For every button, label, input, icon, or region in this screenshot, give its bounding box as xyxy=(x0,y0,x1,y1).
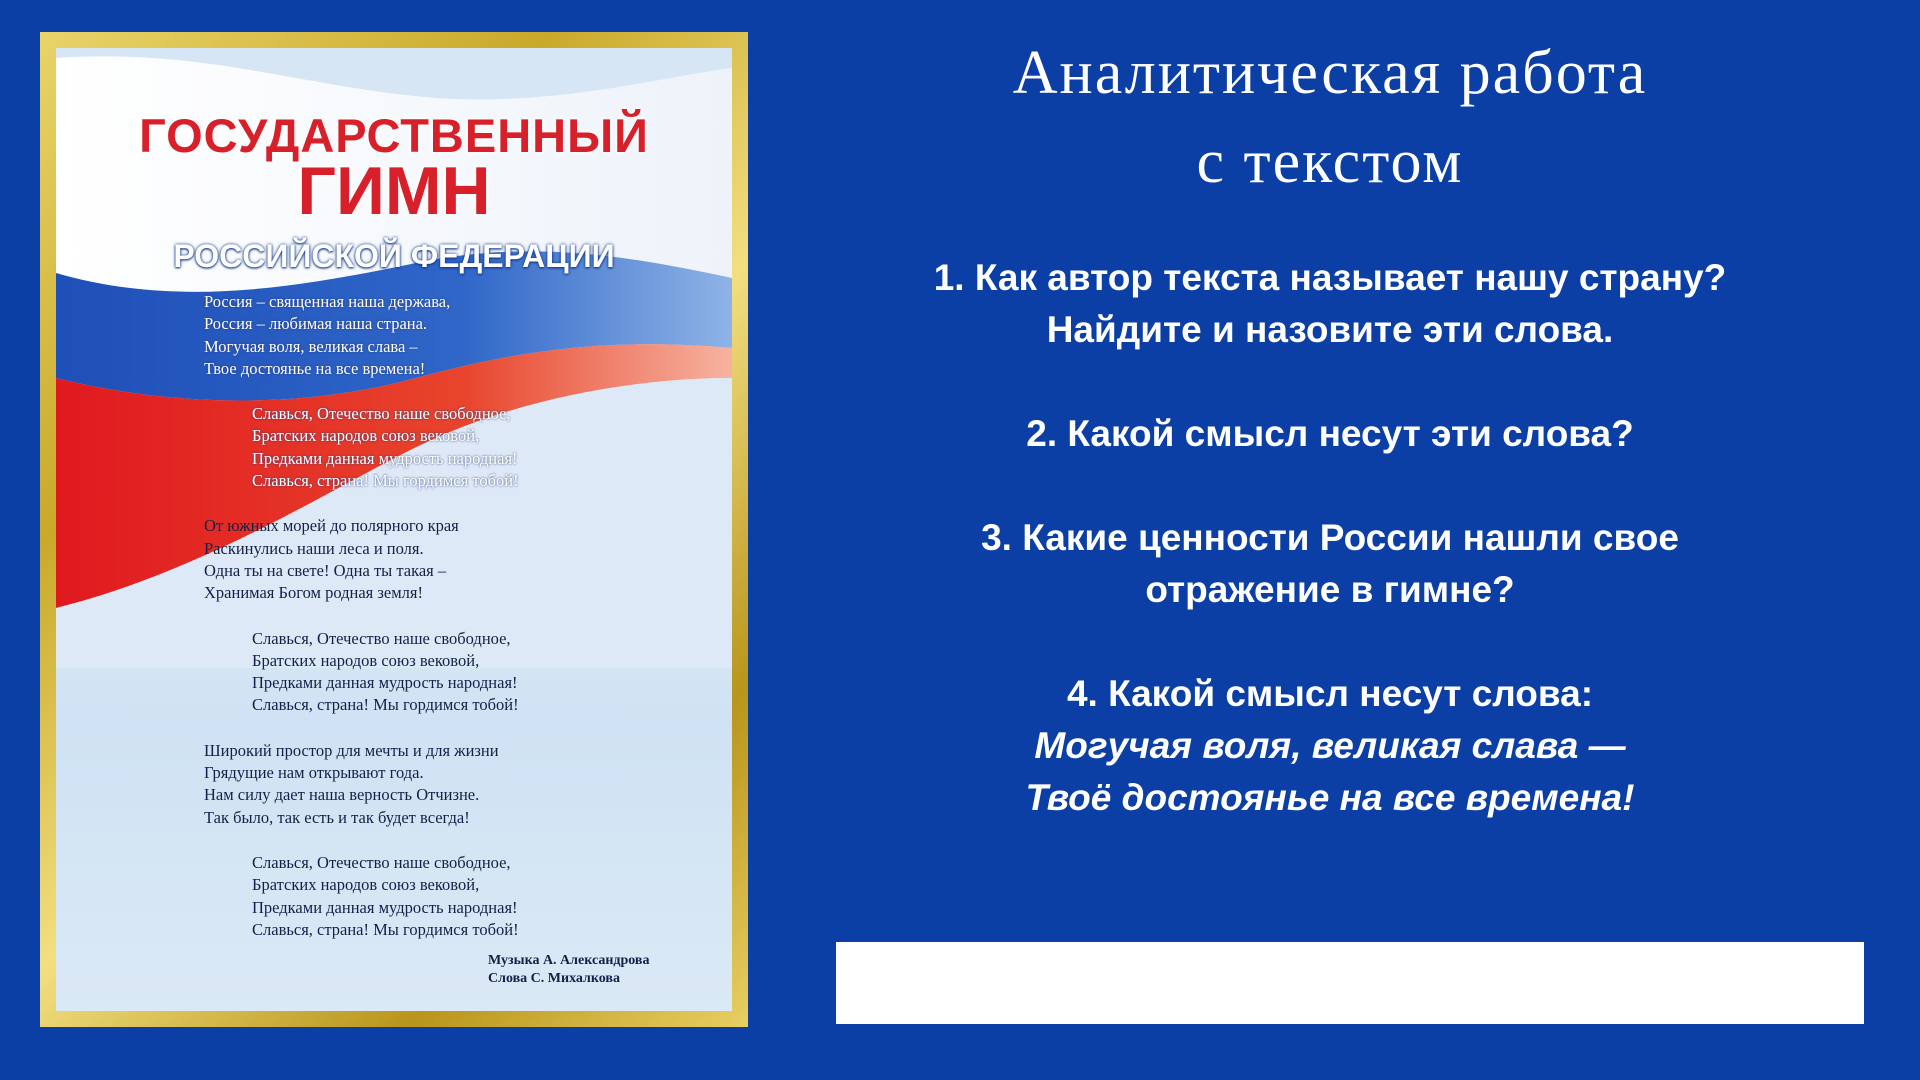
lyric-line: Братских народов союз вековой, xyxy=(252,875,480,895)
lyric-line: Россия – любимая наша страна. xyxy=(204,314,428,334)
question-1-line2: Найдите и назовите эти слова. xyxy=(1046,309,1614,350)
verse-1 xyxy=(204,291,704,380)
question-2-text: 2. Какой смысл несут эти слова? xyxy=(1026,413,1634,454)
lyric-line: Славься, страна! Мы гордимся тобой! xyxy=(252,695,519,715)
lyric-line: От южных морей до полярного края xyxy=(204,516,459,536)
question-3-line1: 3. Какие ценности России нашли свое xyxy=(981,517,1679,558)
lyric-line: Твое достоянье на все времена! xyxy=(204,358,426,378)
lyric-line: Славься, Отечество наше свободное, xyxy=(252,628,511,648)
chorus-3 xyxy=(204,852,704,941)
chorus-2 xyxy=(204,628,704,717)
question-2 xyxy=(820,408,1840,460)
lyric-line: Одна ты на свете! Одна ты такая – xyxy=(204,560,447,580)
question-1-line1: 1. Как автор текста называет нашу страну? xyxy=(933,257,1727,298)
question-3 xyxy=(820,512,1840,616)
question-4-line1: 4. Какой смысл несут слова: xyxy=(1066,673,1594,714)
poster-title-anthem: ГИМН xyxy=(297,153,491,229)
credit-music: Музыка А. Александрова xyxy=(488,953,650,968)
lyric-line: Нам силу дает наша верность Отчизне. xyxy=(204,785,480,805)
poster-title-state: ГОСУДАРСТВЕННЫЙ xyxy=(139,109,649,162)
lyric-line: Славься, страна! Мы гордимся тобой! xyxy=(252,471,519,491)
slide-title-line1: Аналитическая работа xyxy=(1012,39,1648,107)
question-1 xyxy=(820,252,1840,356)
lyric-line: Грядущие нам открывают года. xyxy=(204,763,424,783)
lyric-line: Славься, Отечество наше свободное, xyxy=(252,404,511,424)
poster-credits xyxy=(488,952,649,988)
lyric-line: Славься, Отечество наше свободное, xyxy=(252,852,511,872)
credit-words: Слова С. Михалкова xyxy=(488,971,620,986)
lyric-line: Предками данная мудрость народная! xyxy=(252,897,518,917)
poster-title-federation: РОССИЙСКОЙ ФЕДЕРАЦИИ xyxy=(173,238,615,274)
question-4-quote-line1: Могучая воля, великая слава — xyxy=(1034,725,1626,766)
lyric-line: Могучая воля, великая слава – xyxy=(204,336,418,356)
lyric-line: Славься, страна! Мы гордимся тобой! xyxy=(252,919,519,939)
verse-2 xyxy=(204,515,704,604)
anthem-lyrics xyxy=(204,291,704,941)
lyric-line: Хранимая Богом родная земля! xyxy=(204,583,423,603)
anthem-poster xyxy=(56,48,732,1011)
lyric-line: Широкий простор для мечты и для жизни xyxy=(204,740,499,760)
question-4-quote-line2: Твоё достоянье на все времена! xyxy=(1025,777,1635,818)
lyric-line: Братских народов союз вековой, xyxy=(252,426,480,446)
question-4 xyxy=(820,668,1840,824)
slide-title-line2: с текстом xyxy=(1196,128,1464,196)
lyric-line: Предками данная мудрость народная! xyxy=(252,673,518,693)
lyric-line: Братских народов союз вековой, xyxy=(252,650,480,670)
lyric-line: Раскинулись наши леса и поля. xyxy=(204,538,424,558)
lyric-line: Россия – священная наша держава, xyxy=(204,292,451,311)
lyric-line: Предками данная мудрость народная! xyxy=(252,448,518,468)
lyric-line: Так было, так есть и так будет всегда! xyxy=(204,807,470,827)
verse-3 xyxy=(204,740,704,829)
question-3-line2: отражение в гимне? xyxy=(1145,569,1515,610)
blank-answer-box xyxy=(836,942,1864,1024)
anthem-poster-frame xyxy=(40,32,748,1027)
chorus-1 xyxy=(204,403,704,492)
